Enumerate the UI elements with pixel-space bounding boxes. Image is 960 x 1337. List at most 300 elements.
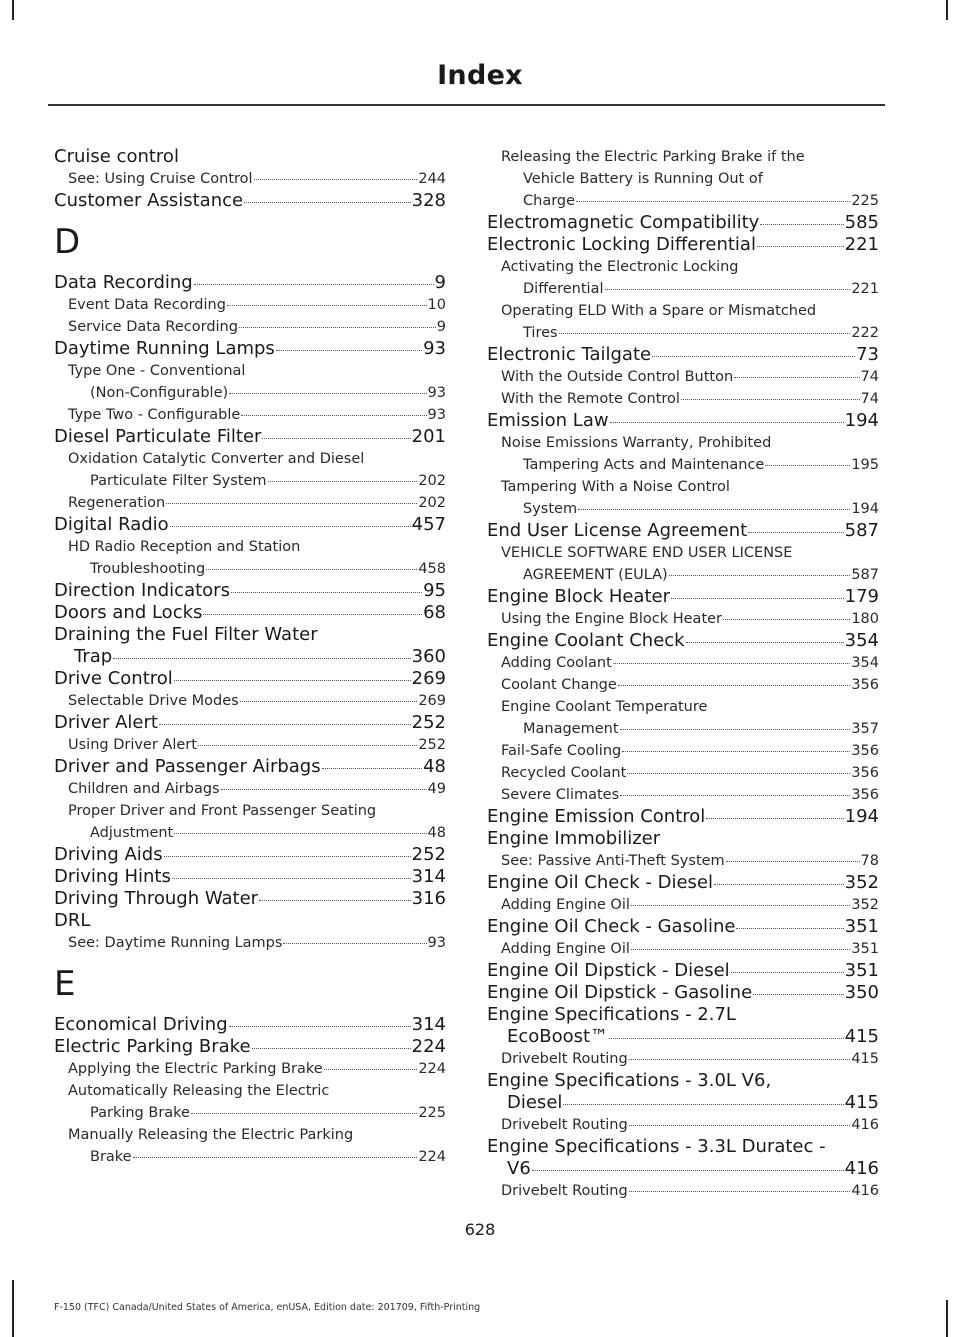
entry-text: Type One - Conventional <box>68 363 246 379</box>
index-subentry[interactable] <box>487 652 879 674</box>
leader-dots <box>734 377 859 378</box>
entry-text: Economical Driving <box>54 1014 228 1035</box>
entry-line <box>54 756 446 778</box>
page-ref: 194 <box>844 410 879 431</box>
entry-text: Adding Coolant <box>501 655 612 671</box>
entry-line <box>54 734 446 756</box>
index-entry[interactable] <box>487 806 879 828</box>
entry-line <box>54 1124 446 1146</box>
entry-text: Electronic Locking Differential <box>487 234 756 255</box>
page-ref: 221 <box>851 281 879 297</box>
index-subentry[interactable] <box>487 300 879 344</box>
crop-mark-top-left <box>12 0 14 20</box>
page-ref: 252 <box>411 712 446 733</box>
leader-dots <box>166 503 417 504</box>
page-ref: 416 <box>851 1117 879 1133</box>
index-entry[interactable] <box>54 910 446 932</box>
index-subentry[interactable] <box>54 734 446 756</box>
index-subentry[interactable] <box>487 256 879 300</box>
page-ref: 415 <box>844 1026 879 1047</box>
entry-line <box>54 536 446 558</box>
entry-line <box>54 1102 446 1124</box>
index-entry[interactable] <box>54 624 446 668</box>
leader-dots <box>268 481 418 482</box>
page-ref: 252 <box>418 737 446 753</box>
entry-line <box>54 668 446 690</box>
leader-dots <box>723 619 850 620</box>
index-subentry[interactable] <box>487 696 879 740</box>
entry-line <box>54 514 446 536</box>
leader-dots <box>170 526 411 527</box>
index-entry[interactable] <box>487 212 879 234</box>
entry-text: HD Radio Reception and Station <box>68 539 301 555</box>
entry-line <box>487 278 879 300</box>
index-entry[interactable] <box>487 872 879 894</box>
index-entry[interactable] <box>487 1136 879 1180</box>
entry-line <box>54 624 446 646</box>
entry-line <box>54 932 446 954</box>
page-ref: 95 <box>423 580 446 601</box>
page-ref: 179 <box>844 586 879 607</box>
page-ref: 316 <box>411 888 446 909</box>
entry-text: Electromagnetic Compatibility <box>487 212 760 233</box>
index-subentry[interactable] <box>54 1080 446 1124</box>
index-subentry[interactable] <box>54 932 446 954</box>
entry-text: (Non-Configurable) <box>90 385 229 401</box>
index-subentry[interactable] <box>487 1048 879 1070</box>
index-entry[interactable] <box>54 668 446 690</box>
entry-line <box>487 586 879 608</box>
entry-line <box>487 410 879 432</box>
entry-text: Oxidation Catalytic Converter and Diesel <box>68 451 365 467</box>
index-subentry[interactable] <box>54 448 446 492</box>
index-subentry[interactable] <box>487 366 879 388</box>
page-ref: 351 <box>844 916 879 937</box>
entry-line <box>487 740 879 762</box>
index-subentry[interactable] <box>487 608 879 630</box>
entry-text: Proper Driver and Front Passenger Seating <box>68 803 377 819</box>
section-letter: D <box>54 222 81 262</box>
leader-dots <box>629 1059 851 1060</box>
page-ref: 585 <box>844 212 879 233</box>
entry-line <box>487 762 879 784</box>
index-subentry[interactable] <box>54 800 446 844</box>
entry-text: Adding Engine Oil <box>501 897 630 913</box>
page-ref: 356 <box>851 765 879 781</box>
index-entry[interactable] <box>54 756 446 778</box>
page-ref: 202 <box>418 473 446 489</box>
leader-dots <box>174 833 426 834</box>
title-divider <box>48 104 885 106</box>
page-ref: 458 <box>418 561 446 577</box>
entry-line <box>487 564 879 586</box>
leader-dots <box>113 658 410 659</box>
entry-line <box>54 558 446 580</box>
entry-text: EcoBoost™ <box>507 1026 609 1047</box>
leader-dots <box>760 224 843 225</box>
index-entry[interactable] <box>54 338 446 360</box>
index-entry[interactable] <box>487 828 879 850</box>
entry-line <box>487 872 879 894</box>
leader-dots <box>194 284 434 285</box>
leader-dots <box>174 680 411 681</box>
leader-dots <box>283 943 426 944</box>
index-subentry[interactable] <box>487 894 879 916</box>
page-ref: 93 <box>423 338 446 359</box>
leader-dots <box>276 350 422 351</box>
leader-dots <box>622 751 850 752</box>
leader-dots <box>206 569 417 570</box>
leader-dots <box>252 1048 411 1049</box>
entry-line <box>54 690 446 712</box>
leader-dots <box>198 745 417 746</box>
leader-dots <box>191 1113 417 1114</box>
page-ref: 201 <box>411 426 446 447</box>
index-subentry[interactable] <box>54 404 446 426</box>
index-subentry[interactable] <box>487 432 879 476</box>
entry-line <box>54 426 446 448</box>
entry-line <box>54 1080 446 1102</box>
page-ref: 93 <box>427 407 446 423</box>
page-ref: 269 <box>418 693 446 709</box>
entry-line <box>54 404 446 426</box>
leader-dots <box>241 415 426 416</box>
page-ref: 195 <box>851 457 879 473</box>
index-subentry[interactable] <box>487 674 879 696</box>
entry-line <box>487 256 879 278</box>
entry-line <box>487 1136 879 1158</box>
index-subentry[interactable] <box>487 850 879 872</box>
entry-text: AGREEMENT (EULA) <box>523 567 668 583</box>
index-subentry[interactable] <box>487 938 879 960</box>
index-entry[interactable] <box>487 960 879 982</box>
entry-text: Driving Hints <box>54 866 171 887</box>
page-ref: 356 <box>851 677 879 693</box>
page-title: Index <box>437 60 523 91</box>
index-subentry[interactable] <box>487 388 879 410</box>
index-subentry[interactable] <box>487 784 879 806</box>
leader-dots <box>726 861 860 862</box>
entry-text: Draining the Fuel Filter Water <box>54 624 318 645</box>
entry-line <box>54 360 446 382</box>
entry-line <box>54 1146 446 1168</box>
entry-line <box>54 580 446 602</box>
entry-line <box>54 778 446 800</box>
entry-text: Drivebelt Routing <box>501 1183 628 1199</box>
index-subentry[interactable] <box>54 1124 446 1168</box>
entry-line <box>487 828 879 850</box>
page-ref: 415 <box>851 1051 879 1067</box>
entry-text: Digital Radio <box>54 514 169 535</box>
index-entry[interactable] <box>54 190 446 212</box>
index-entry[interactable] <box>487 1070 879 1114</box>
entry-line <box>487 146 879 168</box>
crop-mark-bottom-left <box>12 1280 14 1337</box>
index-entry[interactable] <box>54 146 446 168</box>
leader-dots <box>731 972 844 973</box>
entry-line <box>487 542 879 564</box>
entry-line <box>487 498 879 520</box>
page-number: 628 <box>464 1220 496 1239</box>
entry-text: Electronic Tailgate <box>487 344 652 365</box>
index-subentry[interactable] <box>54 1058 446 1080</box>
index-subentry[interactable] <box>54 316 446 338</box>
index-entry[interactable] <box>54 602 446 624</box>
leader-dots <box>576 201 850 202</box>
leader-dots <box>620 795 850 796</box>
leader-dots <box>669 575 851 576</box>
entry-text: Activating the Electronic Locking <box>501 259 739 275</box>
entry-text: Selectable Drive Modes <box>68 693 239 709</box>
index-entry[interactable] <box>487 234 879 256</box>
entry-text: Engine Specifications - 3.0L V6, <box>487 1070 772 1091</box>
entry-text: Engine Oil Dipstick - Diesel <box>487 960 730 981</box>
entry-text: Drivebelt Routing <box>501 1117 628 1133</box>
entry-text: Engine Specifications - 3.3L Duratec - <box>487 1136 826 1157</box>
entry-line <box>487 608 879 630</box>
page-ref: 328 <box>411 190 446 211</box>
page-ref: 9 <box>436 319 446 335</box>
entry-line <box>54 470 446 492</box>
entry-text: Manually Releasing the Electric Parking <box>68 1127 354 1143</box>
page-ref: 357 <box>851 721 879 737</box>
index-entry[interactable] <box>54 514 446 536</box>
leader-dots <box>239 327 436 328</box>
leader-dots <box>714 884 844 885</box>
entry-line <box>487 696 879 718</box>
page-ref: 225 <box>851 193 879 209</box>
index-subentry[interactable] <box>54 536 446 580</box>
entry-text: Doors and Locks <box>54 602 203 623</box>
entry-text: VEHICLE SOFTWARE END USER LICENSE <box>501 545 793 561</box>
entry-line <box>54 294 446 316</box>
page-ref: 222 <box>851 325 879 341</box>
entry-line <box>487 476 879 498</box>
leader-dots <box>172 878 411 879</box>
entry-text: Fail-Safe Cooling <box>501 743 622 759</box>
index-entry[interactable] <box>54 866 446 888</box>
index-entry[interactable] <box>54 1014 446 1036</box>
index-subentry[interactable] <box>487 1180 879 1202</box>
entry-line <box>487 344 879 366</box>
index-subentry[interactable] <box>54 492 446 514</box>
index-subentry[interactable] <box>487 762 879 784</box>
page-ref: 587 <box>844 520 879 541</box>
leader-dots <box>686 642 844 643</box>
entry-line <box>487 1180 879 1202</box>
page-ref: 314 <box>411 866 446 887</box>
leader-dots <box>753 994 844 995</box>
leader-dots <box>631 905 850 906</box>
page-ref: 354 <box>851 655 879 671</box>
index-subentry[interactable] <box>487 542 879 586</box>
page-ref: 269 <box>411 668 446 689</box>
entry-line <box>487 806 879 828</box>
entry-text: Operating ELD With a Spare or Mismatched <box>501 303 817 319</box>
page-ref: 416 <box>844 1158 879 1179</box>
index-entry[interactable] <box>487 982 879 1004</box>
entry-text: Engine Oil Check - Gasoline <box>487 916 736 937</box>
entry-text: Engine Coolant Check <box>487 630 685 651</box>
entry-line <box>54 822 446 844</box>
entry-text: System <box>523 501 578 517</box>
page-ref: 314 <box>411 1014 446 1035</box>
index-entry[interactable] <box>54 272 446 294</box>
entry-text: Parking Brake <box>90 1105 190 1121</box>
entry-line <box>487 1048 879 1070</box>
entry-text: Drivebelt Routing <box>501 1051 628 1067</box>
page-ref: 457 <box>411 514 446 535</box>
entry-text: Applying the Electric Parking Brake <box>68 1061 323 1077</box>
entry-line <box>54 1014 446 1036</box>
entry-line <box>487 520 879 542</box>
entry-text: Drive Control <box>54 668 173 689</box>
entry-line <box>54 800 446 822</box>
index-subentry[interactable] <box>487 146 879 212</box>
entry-text: Diesel <box>507 1092 563 1113</box>
entry-text: Brake <box>90 1149 132 1165</box>
entry-line <box>54 844 446 866</box>
entry-text: Engine Block Heater <box>487 586 670 607</box>
entry-text: Type Two - Configurable <box>68 407 241 423</box>
page-ref: 48 <box>423 756 446 777</box>
entry-text: Releasing the Electric Parking Brake if the <box>501 149 805 165</box>
entry-text: Automatically Releasing the Electric <box>68 1083 330 1099</box>
leader-dots <box>563 1104 843 1105</box>
entry-text: Driver Alert <box>54 712 158 733</box>
page-ref: 48 <box>427 825 446 841</box>
leader-dots <box>671 598 844 599</box>
entry-text: Engine Specifications - 2.7L <box>487 1004 736 1025</box>
entry-text: Management <box>523 721 619 737</box>
entry-text: Tires <box>523 325 558 341</box>
entry-text: Engine Oil Dipstick - Gasoline <box>487 982 753 1003</box>
entry-text: Engine Oil Check - Diesel <box>487 872 714 893</box>
entry-text: Electric Parking Brake <box>54 1036 251 1057</box>
entry-line <box>487 322 879 344</box>
entry-line <box>487 300 879 322</box>
entry-line <box>487 388 879 410</box>
index-entry[interactable] <box>487 520 879 542</box>
leader-dots <box>244 202 411 203</box>
entry-text: With the Remote Control <box>501 391 680 407</box>
entry-text: Coolant Change <box>501 677 617 693</box>
entry-text: Noise Emissions Warranty, Prohibited <box>501 435 772 451</box>
leader-dots <box>159 724 411 725</box>
leader-dots <box>748 532 843 533</box>
entry-line <box>487 454 879 476</box>
page-ref: 244 <box>418 171 446 187</box>
page-ref: 93 <box>427 935 446 951</box>
index-subentry[interactable] <box>54 294 446 316</box>
entry-line <box>487 212 879 234</box>
index-entry[interactable] <box>54 426 446 448</box>
index-entry[interactable] <box>54 1036 446 1058</box>
entry-line <box>487 938 879 960</box>
entry-text: Customer Assistance <box>54 190 244 211</box>
page-ref: 74 <box>860 369 879 385</box>
leader-dots <box>652 356 855 357</box>
page-ref: 351 <box>851 941 879 957</box>
index-entry[interactable] <box>54 712 446 734</box>
crop-mark-top-right <box>946 0 948 20</box>
leader-dots <box>203 614 422 615</box>
entry-line <box>54 910 446 932</box>
leader-dots <box>262 438 410 439</box>
entry-line <box>487 1070 879 1092</box>
index-entry[interactable] <box>487 344 879 366</box>
entry-line <box>54 168 446 190</box>
entry-line <box>54 712 446 734</box>
index-entry[interactable] <box>487 630 879 652</box>
index-entry[interactable] <box>54 888 446 910</box>
index-subentry[interactable] <box>54 690 446 712</box>
entry-text: Children and Airbags <box>68 781 220 797</box>
entry-text: Troubleshooting <box>90 561 206 577</box>
entry-line <box>54 492 446 514</box>
entry-text: Trap <box>74 646 113 667</box>
entry-line <box>487 894 879 916</box>
index-subentry[interactable] <box>487 740 879 762</box>
entry-line <box>54 448 446 470</box>
leader-dots <box>221 789 427 790</box>
page-ref: 356 <box>851 787 879 803</box>
index-entry[interactable] <box>54 580 446 602</box>
entry-text: DRL <box>54 910 91 931</box>
page-ref: 221 <box>844 234 879 255</box>
index-subentry[interactable] <box>487 476 879 520</box>
page-ref: 73 <box>856 344 879 365</box>
index-entry[interactable] <box>487 586 879 608</box>
leader-dots <box>259 900 411 901</box>
entry-text: Tampering With a Noise Control <box>501 479 730 495</box>
entry-text: End User License Agreement <box>487 520 748 541</box>
entry-text: Severe Climates <box>501 787 620 803</box>
entry-line <box>54 866 446 888</box>
entry-line <box>54 646 446 668</box>
index-subentry[interactable] <box>54 168 446 190</box>
entry-text: Adjustment <box>90 825 174 841</box>
leader-dots <box>231 592 422 593</box>
index-entry[interactable] <box>487 916 879 938</box>
page-ref: 416 <box>851 1183 879 1199</box>
entry-text: Service Data Recording <box>68 319 238 335</box>
entry-line <box>487 982 879 1004</box>
index-entry[interactable] <box>54 844 446 866</box>
leader-dots <box>559 333 851 334</box>
index-entry[interactable] <box>487 410 879 432</box>
leader-dots <box>681 399 860 400</box>
entry-text: Direction Indicators <box>54 580 230 601</box>
page-ref: 225 <box>418 1105 446 1121</box>
entry-text: Data Recording <box>54 272 193 293</box>
leader-dots <box>629 1125 851 1126</box>
index-subentry[interactable] <box>54 360 446 404</box>
index-entry[interactable] <box>487 1004 879 1048</box>
page-ref: 356 <box>851 743 879 759</box>
leader-dots <box>765 465 850 466</box>
entry-line <box>54 1036 446 1058</box>
index-subentry[interactable] <box>54 778 446 800</box>
index-column-right <box>487 146 879 1202</box>
leader-dots <box>618 685 851 686</box>
page-ref: 360 <box>411 646 446 667</box>
page-ref: 93 <box>427 385 446 401</box>
entry-text: See: Using Cruise Control <box>68 171 253 187</box>
leader-dots <box>736 928 843 929</box>
index-subentry[interactable] <box>487 1114 879 1136</box>
leader-dots <box>164 856 411 857</box>
